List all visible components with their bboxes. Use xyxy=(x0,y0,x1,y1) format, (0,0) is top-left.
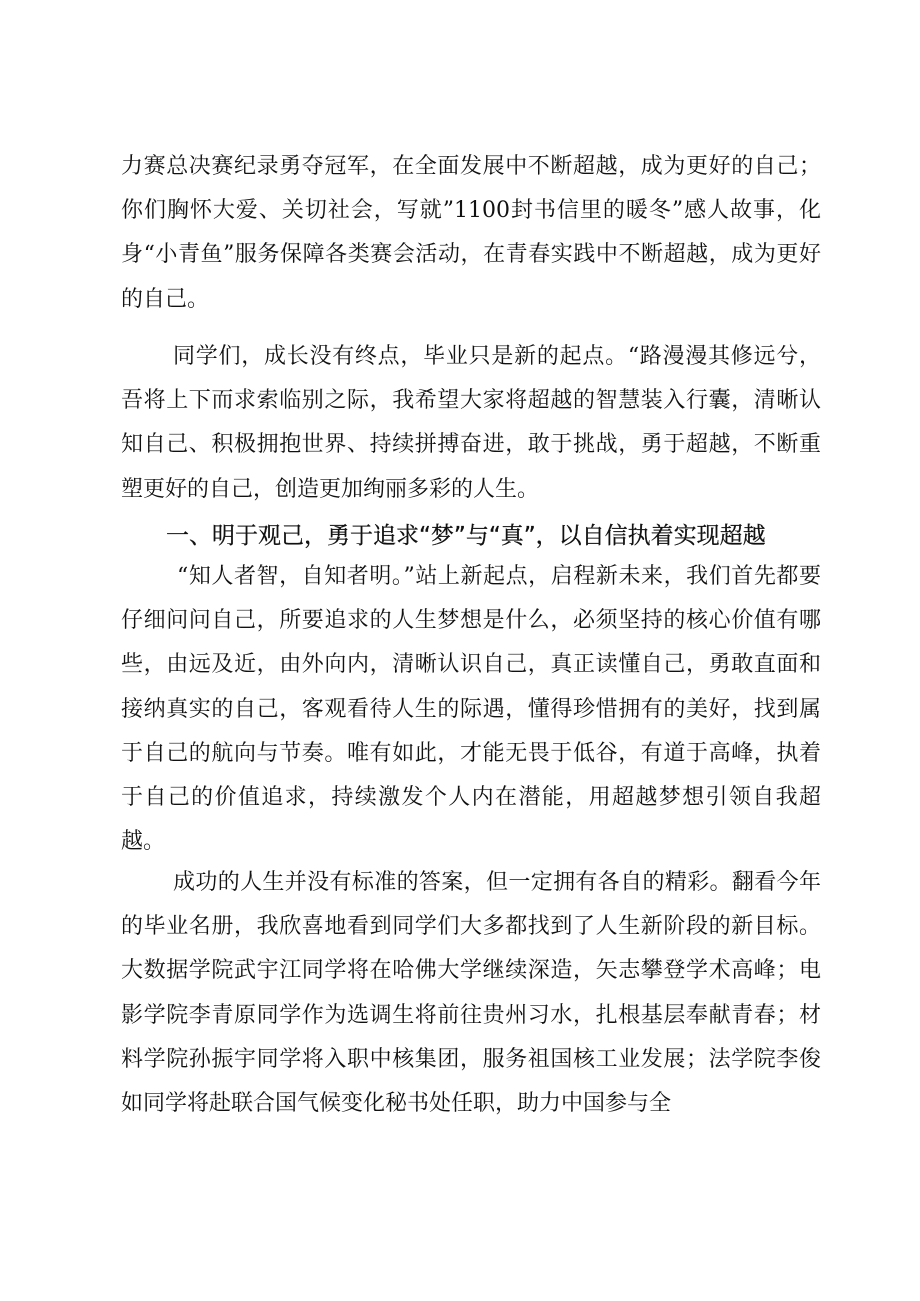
body-paragraph: 同学们，成长没有终点，毕业只是新的起点。“路漫漫其修远兮，吾将上下而求索临别之际，我希望大家将超越的智慧装入行囊，清晰认知自己、积极拥抱世界、持续拼搏奋进，敢于挑战，勇于超越，不断重塑更好的自己，创造更加绚丽多彩的人生。 xyxy=(121,344,821,502)
body-paragraph: 成功的人生并没有标准的答案，但一定拥有各自的精彩。翻看今年的毕业名册，我欣喜地看到同学们大多都找到了人生新阶段的新目标。大数据学院武宇江同学将在哈佛大学继续深造，矢志攀登学术高峰；电影学院李青原同学作为选调生将前往贵州习水，扎根基层奉献青春；材料学院孙振宇同学将入职中核集团，服务祖国核工业发展；法学院李俊如同学将赴联合国气候变化秘书处任职，助力中国参与全 xyxy=(121,870,821,1117)
body-paragraph: “知人者智，自知者明。”站上新起点，启程新未来，我们首先都要仔细问问自己，所要追求的人生梦想是什么，必须坚持的核心价值有哪些，由远及近，由外向内，清晰认识自己，真正读懂自己，勇敢直面和接纳真实的自己，客观看待人生的际遇，懂得珍惜拥有的美好，找到属于自己的航向与节奏。唯有如此，才能无畏于低谷，有道于高峰，执着于自己的价值追求，持续激发个人内在潜能，用超越梦想引领自我超越。 xyxy=(121,564,821,855)
section-heading: 一、明于观己，勇于追求“梦”与“真”，以自信执着实现超越 xyxy=(166,523,766,549)
body-paragraph: 力赛总决赛纪录勇夺冠军，在全面发展中不断超越，成为更好的自己；你们胸怀大爱、关切社会，写就”1100封书信里的暖冬”感人故事，化身“小青鱼”服务保障各类赛会活动，在青春实践中不断超越，成为更好的自己。 xyxy=(121,154,821,312)
